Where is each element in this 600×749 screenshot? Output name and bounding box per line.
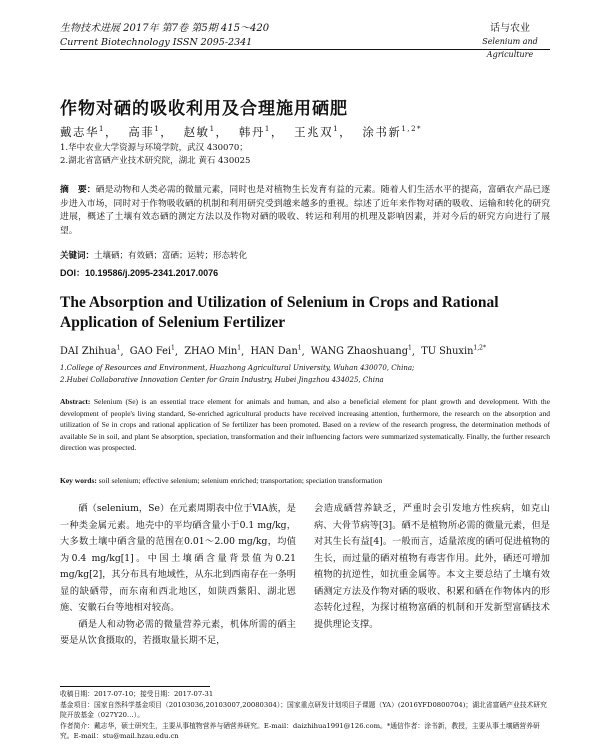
authors-cn: 戴志华$^1$， 高菲$^1$， 赵敏$^1$， 韩丹$^1$， 王兆双$^1$， 涂书新$^{1,2*}$: [60, 125, 423, 139]
affiliation-en: 1.College of Resources and Environment, Huazhong Agricultural University, Wuhan 430070, China;: [60, 364, 415, 372]
abstract-en-text: Selenium (Se) is an essential trace element for animals and human, and also a beneficial element for plant growth and development. With the development of people's living standard, Se-enriched agricultural products have received increasing attention, furthermore, the research on the absorption and utilization of Se in crops and rational application of Se fertilizer has been promoted. Based on a review of the research progress, the determination methods of available Se in soil, and plant Se absorption, speciation, transformation and their influencing factors were summarized systematically. Finally, the further research direction was prospected.: [60, 397, 551, 453]
footnote-funding: 基金项目：国家自然科学基金项目（20103036,20103007,20080304）；国家重点研发计划项目子课题（YA）(2016YFD0800704)；湖北省富硒产业技术研究院开放基金（027Y20…）。: [60, 700, 547, 719]
keywords-cn: [60, 249, 550, 261]
author-cn: 韩丹$^1$: [238, 125, 271, 139]
author-en: TU Shuxin$^{1,2*}$: [421, 345, 486, 358]
author-en: WANG Zhaoshuang$^1$: [310, 345, 412, 358]
keywords-en: [60, 476, 550, 485]
footnote-author-bio: 作者简介：戴志华，硕士研究生，主要从事植物营养与硒营养研究。E-mail：daizhihua1991@126.com。*通信作者：涂书新，教授，主要从事土壤硒营养研究。E-mail：stu@mail.hzau.edu.cn: [60, 721, 540, 740]
authors-en: DAI Zhihua$^1$, GAO Fei$^1$, ZHAO Min$^1$, HAN Dan$^1$, WANG Zhaoshuang$^1$, TU Shuxin$^{1,2*}$: [60, 345, 486, 358]
author-en: DAI Zhihua$^1$: [60, 345, 121, 358]
keywords-en-text: soil selenium; effective selenium; selenium enriched; transportation; speciation transformation: [98, 476, 383, 485]
abstract-cn-text: 硒是动物和人类必需的微量元素，同时也是对植物生长发育有益的元素。随着人们生活水平的提高，富硒农产品已逐步进入市场，同时对于作物吸收硒的机制和利用研究受到越来越多的重视。综述了近年来作物对硒的吸收、运输和转化的研究进展，概述了土壤有效态硒的测定方法以及作物对硒的吸收、转运和利用的机理及影响因素，并对今后的研究方向进行了展望。: [60, 185, 550, 236]
body-column-left: [60, 501, 296, 650]
author-en: GAO Fei$^1$: [129, 345, 175, 358]
column-label: [470, 22, 550, 61]
abstract-cn-label: 摘 要：: [60, 185, 96, 195]
title-en: The Absorption and Utilization of Selenium in Crops and Rational Application of Selenium Fertilizer: [60, 294, 499, 331]
body-column-right: [314, 501, 550, 633]
body-paragraph: 会造成硒营养缺乏，严重时会引发地方性疾病，如克山病、大骨节病等[3]。硒不是植物所必需的微量元素，但是对其生长有益[4]。一般而言，适量浓度的硒可促进植物的生长，而过量的硒对植物有毒害作用。此外，硒还可增加植物的抗逆性，如抗重金属等。本文主要总结了土壤有效硒测定方法及作物对硒的吸收、积累和硒在作物体内的形态转化过程，为探讨植物富硒的机制和开发新型富硒技术提供理论支撑。: [314, 503, 550, 630]
author-cn: 高菲$^1$: [128, 125, 161, 139]
keywords-en-label: Key words:: [60, 476, 97, 485]
abstract-cn: [60, 184, 550, 238]
affiliations-en: [60, 362, 550, 386]
author-cn: 赵敏$^1$: [183, 125, 216, 139]
author-cn: 戴志华$^1$: [60, 125, 105, 139]
body-paragraph: 硒是人和动物必需的微量营养元素，机体所需的硒主要是从饮食摄取的，若摄取量长期不足，: [60, 618, 296, 646]
keywords-cn-text: 土壤硒；有效硒；富硒；运转；形态转化: [94, 251, 248, 261]
footnote-received: 收稿日期：2017-07-10；接受日期：2017-07-31: [60, 690, 214, 698]
abstract-en-label: Abstract:: [60, 397, 91, 406]
footnote-rule: [60, 686, 210, 687]
affiliation-cn: 1.华中农业大学资源与环境学院，武汉 430070；: [60, 143, 248, 153]
affiliation-cn: 2.湖北省富硒产业技术研究院，湖北 黄石 430025: [60, 156, 251, 166]
footnotes: [60, 689, 550, 742]
journal-issn: Current Biotechnology ISSN 2095-2341: [60, 37, 253, 48]
title-cn: 作物对硒的吸收利用及合理施用硒肥: [60, 99, 348, 119]
affiliations-cn: [60, 142, 550, 168]
header-rule: [60, 49, 550, 50]
column-label-cn: 话与农业: [490, 23, 530, 34]
abstract-en: [60, 396, 550, 454]
author-en: HAN Dan$^1$: [250, 345, 302, 358]
author-en: ZHAO Min$^1$: [184, 345, 242, 358]
journal-line: 生物技术进展 2017年 第7卷 第5期 415～420: [60, 23, 270, 34]
column-label-en: Selenium and Agriculture: [482, 37, 538, 59]
journal-header: [60, 22, 269, 50]
author-cn: 涂书新$^{1,2*}$: [362, 125, 423, 139]
body-paragraph: 硒（selenium，Se）在元素周期表中位于ⅥA族，是一种类金属元素。地壳中的平均硒含量小于0.1 mg/kg，大多数土壤中硒含量的范围在0.01～2.00 mg/kg，均值为0.4 mg/kg[1]。中国土壤硒含量背景值为0.21 mg/kg[2]，其分布具有地域性，从东北到西南存在一条明显的缺硒带，而东南和西北地区，如陕西紫阳、湖北恩施、安徽石台等地相对较高。: [60, 503, 296, 613]
keywords-cn-label: 关键词：: [60, 251, 95, 261]
doi: DOI：10.19586/j.2095-2341.2017.0076: [60, 268, 219, 278]
author-cn: 王兆双$^1$: [294, 125, 340, 139]
affiliation-en: 2.Hubei Collaborative Innovation Center for Grain Industry, Hubei Jingzhou 434025, China: [60, 376, 384, 384]
